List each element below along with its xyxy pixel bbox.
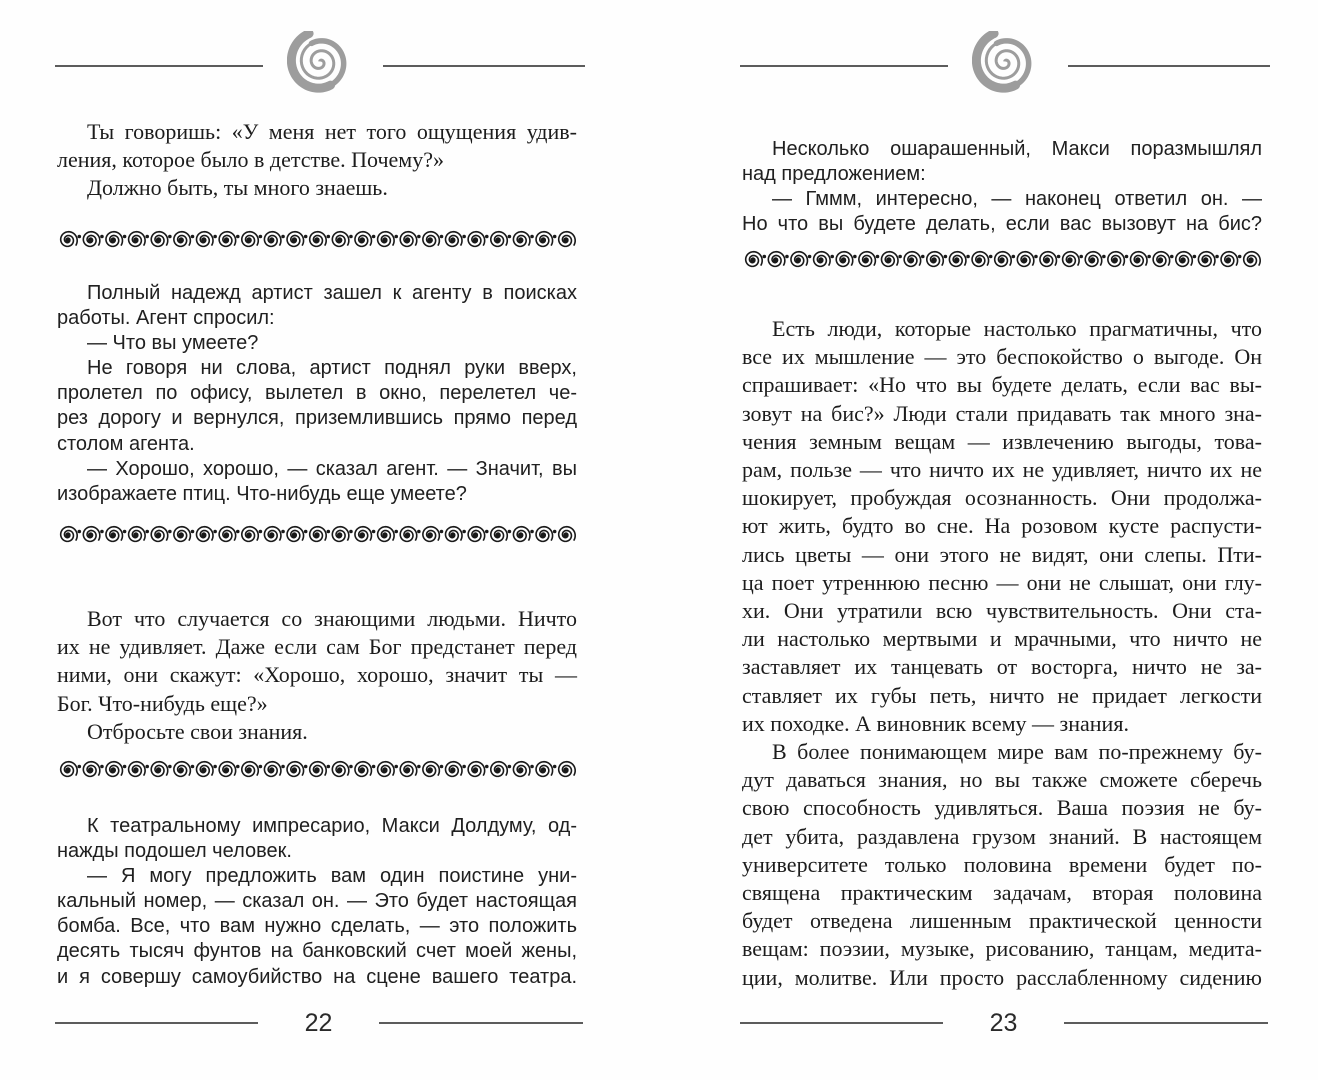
text-line: будет отведена лишенным практической ценности [742,908,1262,934]
text-line: Есть люди, которые настолько прагматичны, что [772,316,1262,341]
text-line: ют жить, будто во сне. На розовом кусте распусти- [742,513,1262,539]
text-line: пролетел по офису, вылетел в окно, перелетел че- [57,382,577,405]
text-line: Несколько ошарашенный, Макси поразмышлял [772,138,1262,160]
text-line: свою способность удивляться. Ваша поэзия не бу- [742,795,1262,821]
text-line: Полный надежд артист зашел к агенту в поисках [87,282,577,304]
text-line: Ты говоришь: «У меня нет того ощущения удив- [87,119,577,144]
spiral-chain-divider [57,757,577,783]
text-line: работы. Агент спросил: [57,307,275,330]
text-line: хи. Они утратили всю чувствительность. Они ста- [742,598,1262,624]
text-line: их не удивляет. Даже если сам Бог предстанет перед [57,634,577,660]
text-section-sans [742,137,1262,237]
text-line: кальный номер, — сказал он. — Это будет настоящая [57,890,577,913]
text-line: десять тысяч фунтов на банковский счет моей жены, [57,940,577,963]
text-line: Должно быть, ты много знаешь. [87,175,388,201]
text-line: бомба. Все, что вам нужно сделать, — это положить [57,915,577,938]
spiral-chain-divider [57,522,577,548]
text-line: спрашивает: «Но что вы будете делать, если вас вы- [742,372,1262,398]
text-line: ции, молитве. Или просто расслабленному сидению [742,964,1262,990]
text-line: чения земным вещам — извлечению выгоды, това- [742,428,1262,454]
text-line: рам, пользе — что ничто их не удивляет, ничто их не [742,457,1262,483]
text-line: и я совершу самоубийство на сцене вашего театра. [57,965,577,988]
page-number: 22 [304,1009,333,1037]
text-section-sans [57,281,577,507]
text-line: — Гммм, интересно, — наконец ответил он. — [772,188,1262,211]
spiral-chain-divider [742,247,1262,273]
text-line: нажды подошел человек. [57,840,292,863]
text-line: ли настолько мертвыми и мрачными, что ничто не [742,626,1262,652]
text-section-serif [742,315,1262,992]
footer-rule-right [379,1022,583,1024]
spiral-chain-divider [57,227,577,253]
text-line: Но что вы будете делать, если вас вызовут на бис? [742,213,1262,236]
page-footer [55,1010,583,1054]
text-line: Не говоря ни слова, артист поднял руки вверх, [87,357,577,380]
text-line: В более понимающем мире вам по-прежнему бу- [772,739,1262,765]
text-line: священа практическим задачам, вторая половина [742,880,1262,906]
text-line: К театральному импресарио, Макси Долдуму, од- [87,815,577,837]
text-line: — Хорошо, хорошо, — сказал агент. — Значит, вы [87,457,577,480]
page-content [742,0,1262,1010]
text-line: ления, которое было в детстве. Почему?» [57,147,444,173]
text-line: над предложением: [742,163,926,186]
footer-rule-right [1064,1022,1268,1024]
text-line: ставляет их губы петь, ничто не придает легкости [742,682,1262,708]
text-line: университете только половина времени будет по- [742,851,1262,877]
text-section-sans [57,814,577,990]
text-line: шокирует, пробуждая осознанность. Они продолжа- [742,485,1262,511]
footer-rule-left [55,1022,258,1024]
text-line: все их мышление — это беспокойство о выгоде. Он [742,344,1262,370]
text-line: вещам: поэзии, музыке, рисованию, танцам, медита- [742,936,1262,962]
text-line: Вот что случается со знающими людьми. Ничто [87,606,577,631]
text-line: дут даваться знания, но вы также сможете сберечь [742,767,1262,793]
footer-rule-left [740,1022,943,1024]
text-line: Бог. Что-нибудь еще?» [57,690,268,716]
page-footer [740,1010,1268,1054]
text-line: дет убита, раздавлена грузом знаний. В настоящем [742,823,1262,849]
text-line: — Я могу предложить вам один поистине уни- [87,865,577,888]
text-line: лись цветы — они этого не видят, они слепы. Пти- [742,541,1262,567]
text-line: заставляет их танцевать от восторга, ничто не за- [742,654,1262,680]
text-line: столом агента. [57,432,195,455]
text-line: Отбросьте свои знания. [87,718,308,744]
text-line: их походке. А виновник всему — знания. [742,710,1129,736]
text-line: — Что вы умеете? [87,332,259,355]
text-line: ними, они скажут: «Хорошо, хорошо, значит ты — [57,662,577,688]
text-section-serif [57,605,577,746]
page-content [57,0,577,1010]
book-page-right [740,0,1268,1080]
book-page-left [55,0,583,1080]
text-line: зовут на бис?» Люди стали придавать так много зна- [742,400,1262,426]
text-section-serif [57,118,577,203]
text-line: рез дорогу и вернулся, приземлившись прямо перед [57,407,577,430]
text-line: изображаете птиц. Что-нибудь еще умеете? [57,482,467,505]
page-number: 23 [989,1009,1018,1037]
text-line: ца поет утреннюю песню — они не слышат, они глу- [742,569,1262,595]
